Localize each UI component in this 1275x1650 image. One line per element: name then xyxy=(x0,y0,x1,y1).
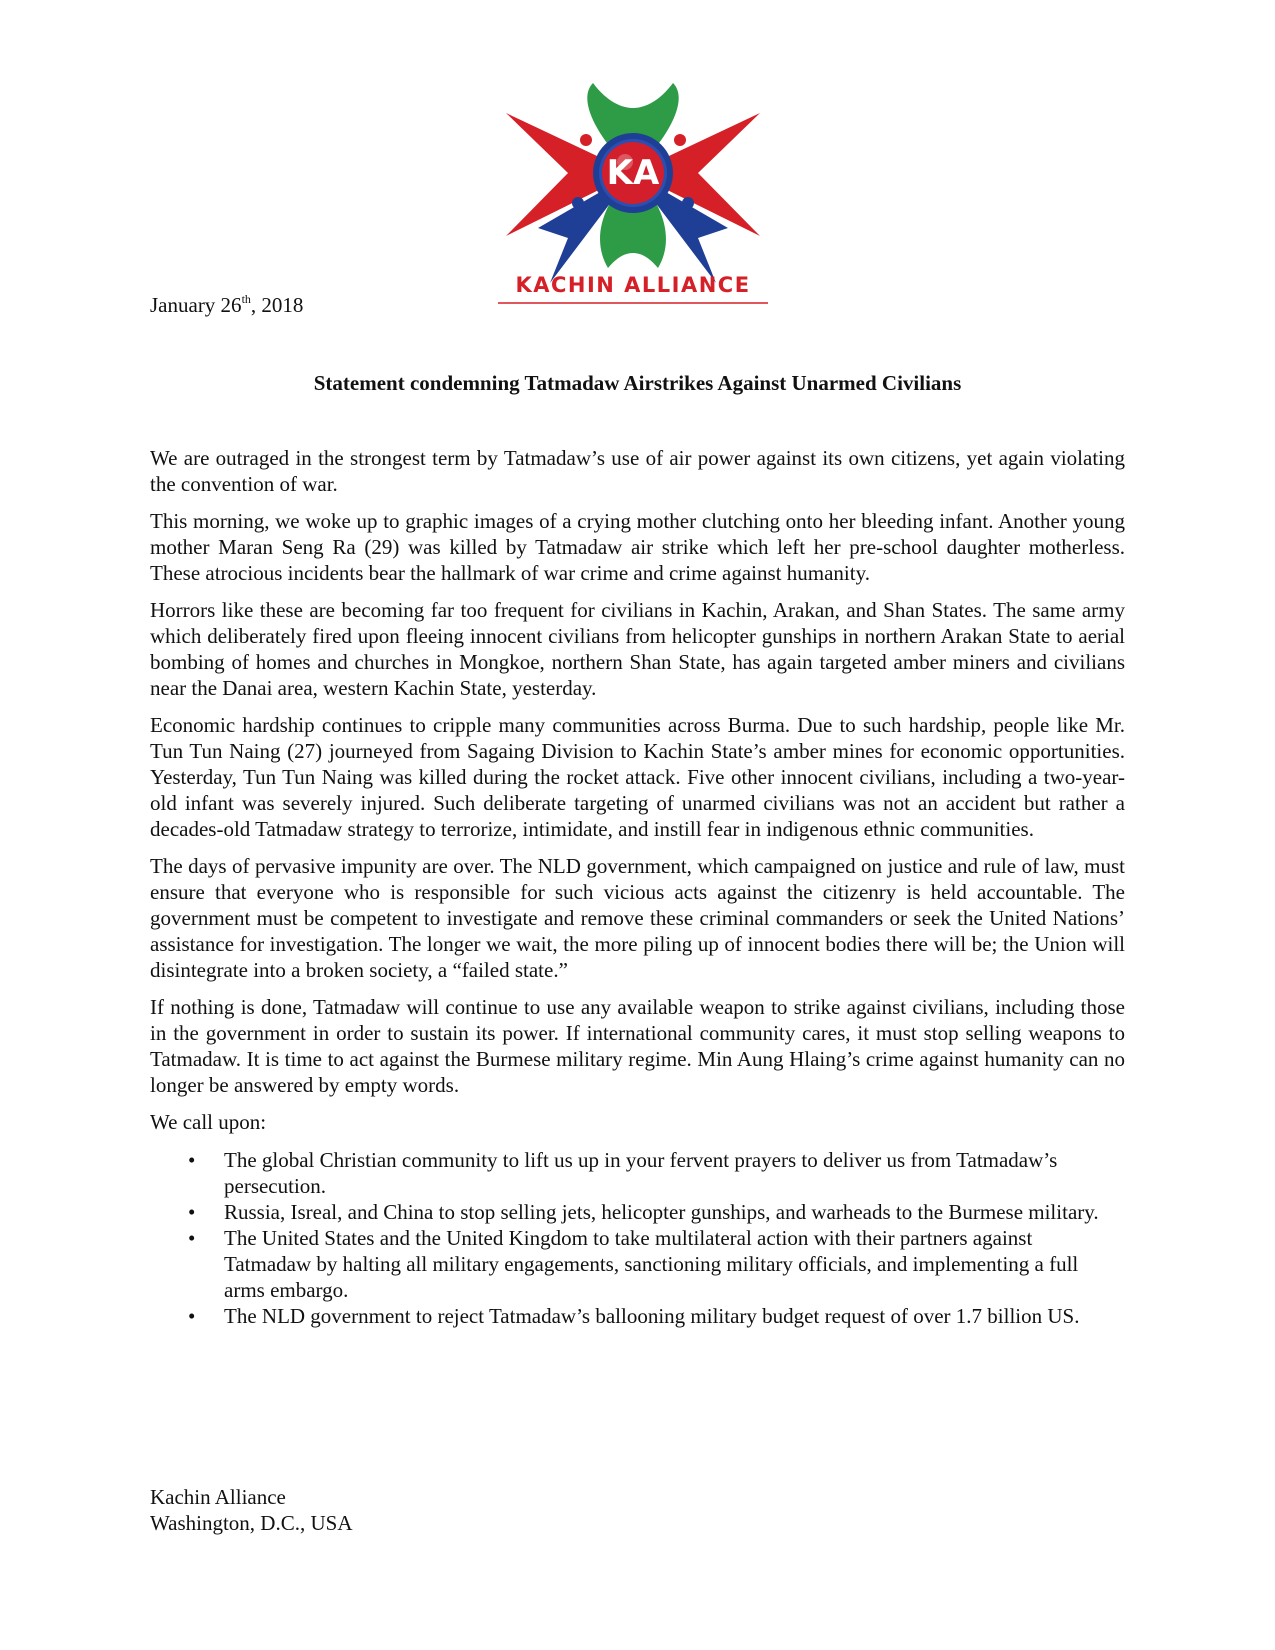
document-date: January 26th, 2018 xyxy=(150,292,304,317)
signature-block xyxy=(150,1484,352,1536)
signature-organization: Kachin Alliance xyxy=(150,1485,286,1509)
kachin-alliance-emblem-icon xyxy=(498,78,768,314)
bullet-icon: • xyxy=(188,1304,196,1328)
paragraph: We are outraged in the strongest term by Tatmadaw’s use of air power against its own citizens, yet again violating the convention of war. xyxy=(150,446,1125,496)
list-item: • The global Christian community to lift us up in your fervent prayers to deliver us from Tatmadaw’s persecution. xyxy=(188,1148,1058,1198)
document-title: Statement condemning Tatmadaw Airstrikes Against Unarmed Civilians xyxy=(313,371,962,395)
signature-location: Washington, D.C., USA xyxy=(150,1511,353,1535)
paragraph: The days of pervasive impunity are over. The NLD government, which campaigned on justice and rule of law, must ensure that everyone who is responsible for such vicious acts against the citizenry is held accountable. The government must be competent to investigate and remove these criminal commanders or seek the United Nations’ assistance for investigation. The longer we wait, the more piling up of innocent bodies there will be; the Union will disintegrate into a broken society, a “failed state.” xyxy=(150,854,1125,982)
paragraph: Horrors like these are becoming far too frequent for civilians in Kachin, Arakan, and Shan States. The same army which deliberately fired upon fleeing innocent civilians from helicopter gunships in northern Arakan State to aerial bombing of homes and churches in Mongkoe, northern Shan State, has again targeted amber miners and civilians near the Danai area, western Kachin State, yesterday. xyxy=(150,598,1125,700)
kachin-alliance-logo xyxy=(498,78,768,314)
list-item: • The United States and the United Kingdom to take multilateral action with their partners against Tatmadaw by halting all military engagements, sanctioning military officials, and implementing a full arms embargo. xyxy=(188,1226,1079,1302)
list-item: • Russia, Isreal, and China to stop selling jets, helicopter gunships, and warheads to the Burmese military. xyxy=(188,1200,1099,1224)
bullet-icon: • xyxy=(188,1200,196,1224)
list-item: • The NLD government to reject Tatmadaw’s ballooning military budget request of over 1.7 billion US. xyxy=(188,1304,1080,1328)
bullet-icon: • xyxy=(188,1226,196,1250)
bullet-icon: • xyxy=(188,1148,196,1172)
paragraph: Economic hardship continues to cripple many communities across Burma. Due to such hardship, people like Mr. Tun Tun Naing (27) journeyed from Sagaing Division to Kachin State’s amber mines for economic opportunities. Yesterday, Tun Tun Naing was killed during the rocket attack. Five other innocent civilians, including a two-year-old infant was severely injured. Such deliberate targeting of unarmed civilians was not an accident but rather a decades-old Tatmadaw strategy to terrorize, intimidate, and instill fear in indigenous ethnic communities. xyxy=(150,713,1125,841)
emblem-monogram: KA xyxy=(606,153,660,193)
logo-name: KACHIN ALLIANCE xyxy=(515,273,751,297)
call-upon-intro: We call upon: xyxy=(150,1110,267,1134)
paragraph: If nothing is done, Tatmadaw will continue to use any available weapon to strike against civilians, including those in the government in order to sustain its power. If international community cares, it must stop selling weapons to Tatmadaw. It is time to act against the Burmese military regime. Min Aung Hlaing’s crime against humanity can no longer be answered by empty words. xyxy=(150,995,1125,1097)
call-upon-list xyxy=(150,1147,1125,1329)
paragraph: This morning, we woke up to graphic images of a crying mother clutching onto her bleeding infant. Another young mother Maran Seng Ra (29) was killed by Tatmadaw air strike which left her pre-school daughter motherless. These atrocious incidents bear the hallmark of war crime and crime against humanity. xyxy=(150,509,1125,585)
document-body xyxy=(150,445,1125,1329)
